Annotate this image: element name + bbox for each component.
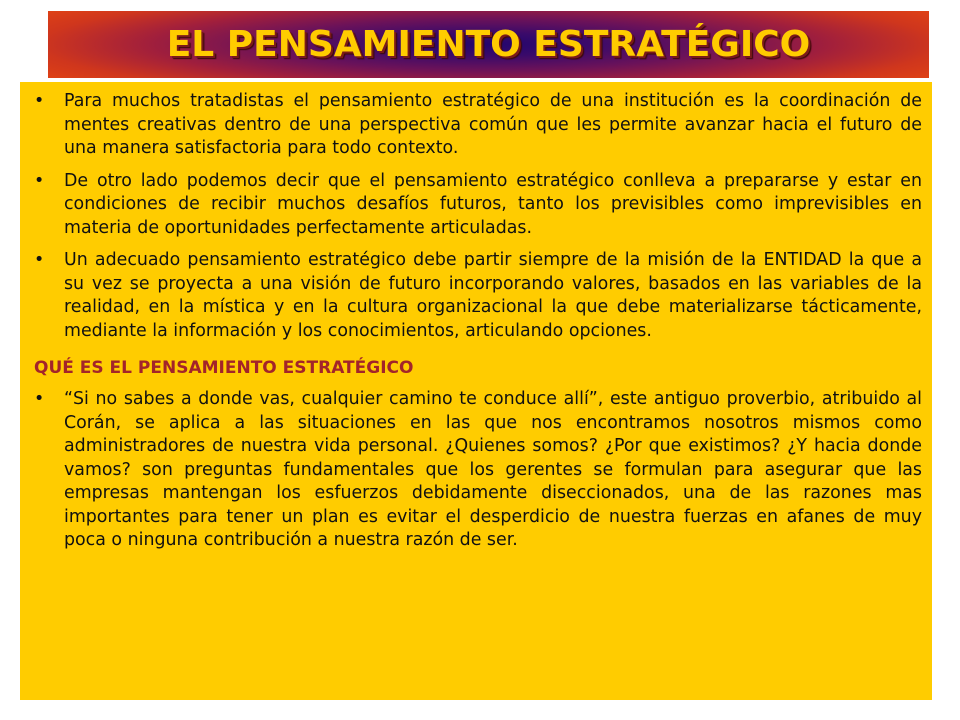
title-banner	[48, 11, 929, 78]
bullet-marker: •	[34, 91, 45, 111]
bullet-text: Para muchos tratadistas el pensamiento estratégico de una institución es la coordinación de mentes creativas dentro de una perspectiva común que les permite avanzar hacia el futuro de una manera satisfactoria para todo contexto.	[64, 91, 922, 158]
bullet-item	[34, 170, 922, 241]
bullet-text: “Si no sabes a donde vas, cualquier camino te conduce allí”, este antiguo proverbio, atribuido al Corán, se aplica a las situaciones en las que nos encontramos nosotros mismos como administradores de nuestra vida personal. ¿Quienes somos? ¿Por que existimos? ¿Y hacia donde vamos? son preguntas fundamentales que los gerentes se formulan para asegurar que las empresas mantengan los esfuerzos debidamente diseccionados, una de las razones mas importantes para tener un plan es evitar el desperdicio de nuestra fuerzas en afanes de muy poca o ninguna contribución a nuestra razón de ser.	[64, 389, 922, 550]
bullet-text: De otro lado podemos decir que el pensamiento estratégico conlleva a prepararse y estar en condiciones de recibir muchos desafíos futuros, tanto los previsibles como imprevisibles en materia de oportunidades perfectamente articuladas.	[64, 170, 922, 238]
bullet-item	[34, 388, 922, 553]
bullet-item	[34, 90, 922, 161]
bullet-marker: •	[34, 250, 45, 270]
bullet-marker: •	[34, 170, 45, 191]
slide-title: EL PENSAMIENTO ESTRATÉGICO	[166, 24, 811, 65]
bullet-text: Un adecuado pensamiento estratégico debe partir siempre de la misión de la ENTIDAD la que a su vez se proyecta a una visión de futuro incorporando valores, basados en las variables de la realidad, en la mística y en la cultura organizacional la que debe materializarse tácticamente, mediante la información y los conocimientos, articulando opciones.	[64, 250, 922, 341]
section-heading: QUÉ ES EL PENSAMIENTO ESTRATÉGICO	[34, 358, 414, 378]
bullet-marker: •	[34, 389, 45, 409]
bullet-item	[34, 249, 922, 343]
slide-content	[34, 90, 922, 562]
